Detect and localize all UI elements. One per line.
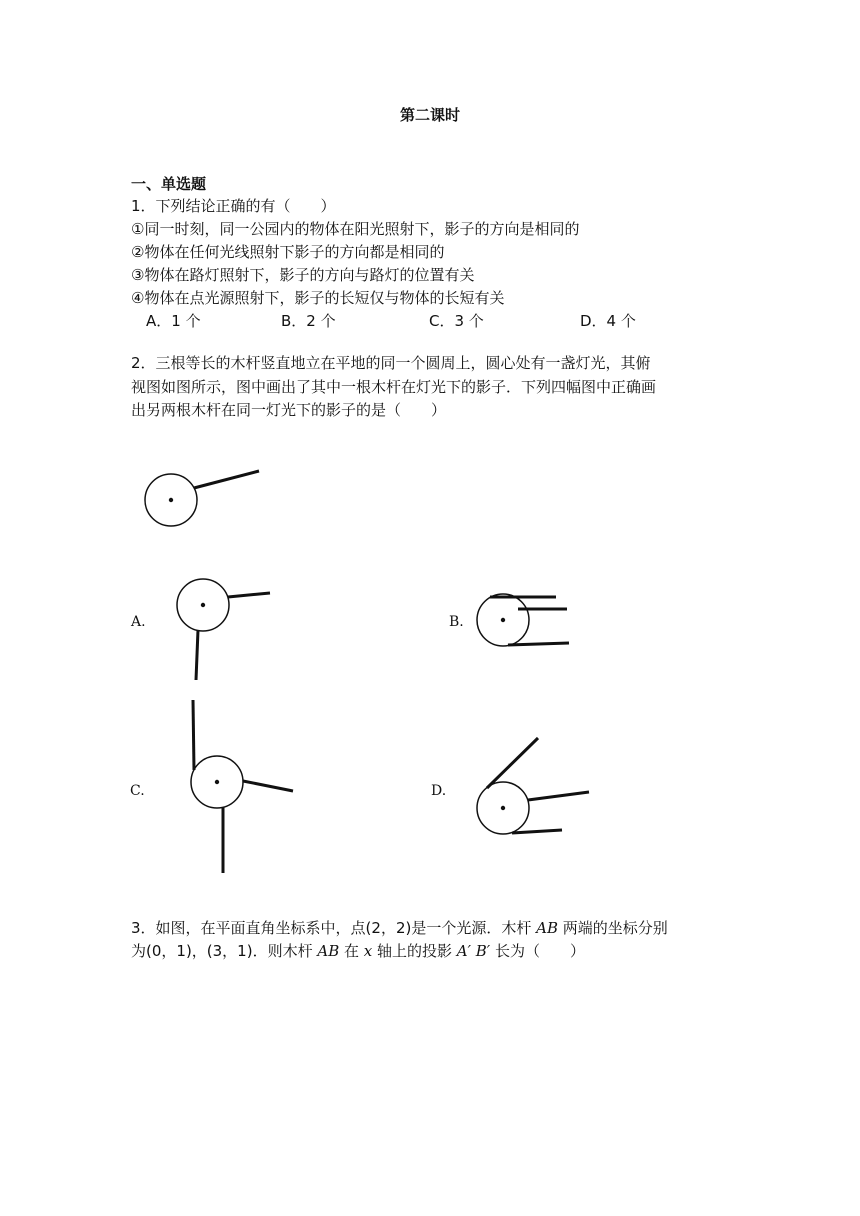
q2-option-b-label: B. <box>449 614 464 630</box>
q2-option-d-figure[interactable] <box>470 730 600 845</box>
q1-option-d: D．4 个 <box>580 312 636 330</box>
q2-line-3: 出另两根木杆在同一灯光下的影子的是（ ） <box>131 401 447 419</box>
q2-line-2: 视图如图所示，图中画出了其中一根木杆在灯光下的影子．下列四幅图中正确画 <box>131 378 657 396</box>
q2-line-1: 2．三根等长的木杆竖直地立在平地的同一个圆周上，圆心处有一盏灯光，其俯 <box>131 354 651 372</box>
section-heading: 一、单选题 <box>131 175 207 193</box>
q2-option-d-label: D. <box>431 783 447 799</box>
q3-line-2-mid2: 轴上的投影 <box>372 942 457 960</box>
q3-var-projection: A′ B′ <box>456 942 491 960</box>
q3-var-ab: AB <box>536 919 558 937</box>
q3-line-2-suffix: 长为（ ） <box>490 942 585 960</box>
q1-option-b: B．2 个 <box>281 312 336 330</box>
q3-line-1-prefix: 3．如图，在平面直角坐标系中，点(2，2)是一个光源．木杆 <box>131 919 537 937</box>
q2-option-b-figure[interactable] <box>470 585 580 655</box>
q2-option-c-figure[interactable] <box>180 695 305 880</box>
q2-option-a-figure[interactable] <box>165 570 285 685</box>
q3-line-1-suffix: 两端的坐标分别 <box>557 919 668 937</box>
q3-line-1 <box>131 917 668 939</box>
page-title: 第二课时 <box>399 106 460 124</box>
q3-line-2-mid: 在 <box>339 942 364 960</box>
q2-option-a-label: A. <box>131 614 146 630</box>
q3-line-2 <box>131 940 585 962</box>
q3-var-ab-2: AB <box>317 942 340 960</box>
q1-statement-3: ③物体在路灯照射下，影子的方向与路灯的位置有关 <box>131 266 475 284</box>
q1-statement-2: ②物体在任何光线照射下影子的方向都是相同的 <box>131 243 445 261</box>
q2-reference-figure <box>130 455 280 545</box>
q1-stem: 1．下列结论正确的有（ ） <box>131 197 336 215</box>
q3-line-2-prefix: 为(0，1)，(3，1)．则木杆 <box>131 942 318 960</box>
q1-statement-1: ①同一时刻，同一公园内的物体在阳光照射下，影子的方向是相同的 <box>131 220 580 238</box>
q2-option-c-label: C. <box>130 783 145 799</box>
q3-var-x: x <box>363 942 373 960</box>
q1-statement-4: ④物体在点光源照射下，影子的长短仅与物体的长短有关 <box>131 289 505 307</box>
q1-option-c: C．3 个 <box>429 312 484 330</box>
q1-option-a: A．1 个 <box>146 312 201 330</box>
